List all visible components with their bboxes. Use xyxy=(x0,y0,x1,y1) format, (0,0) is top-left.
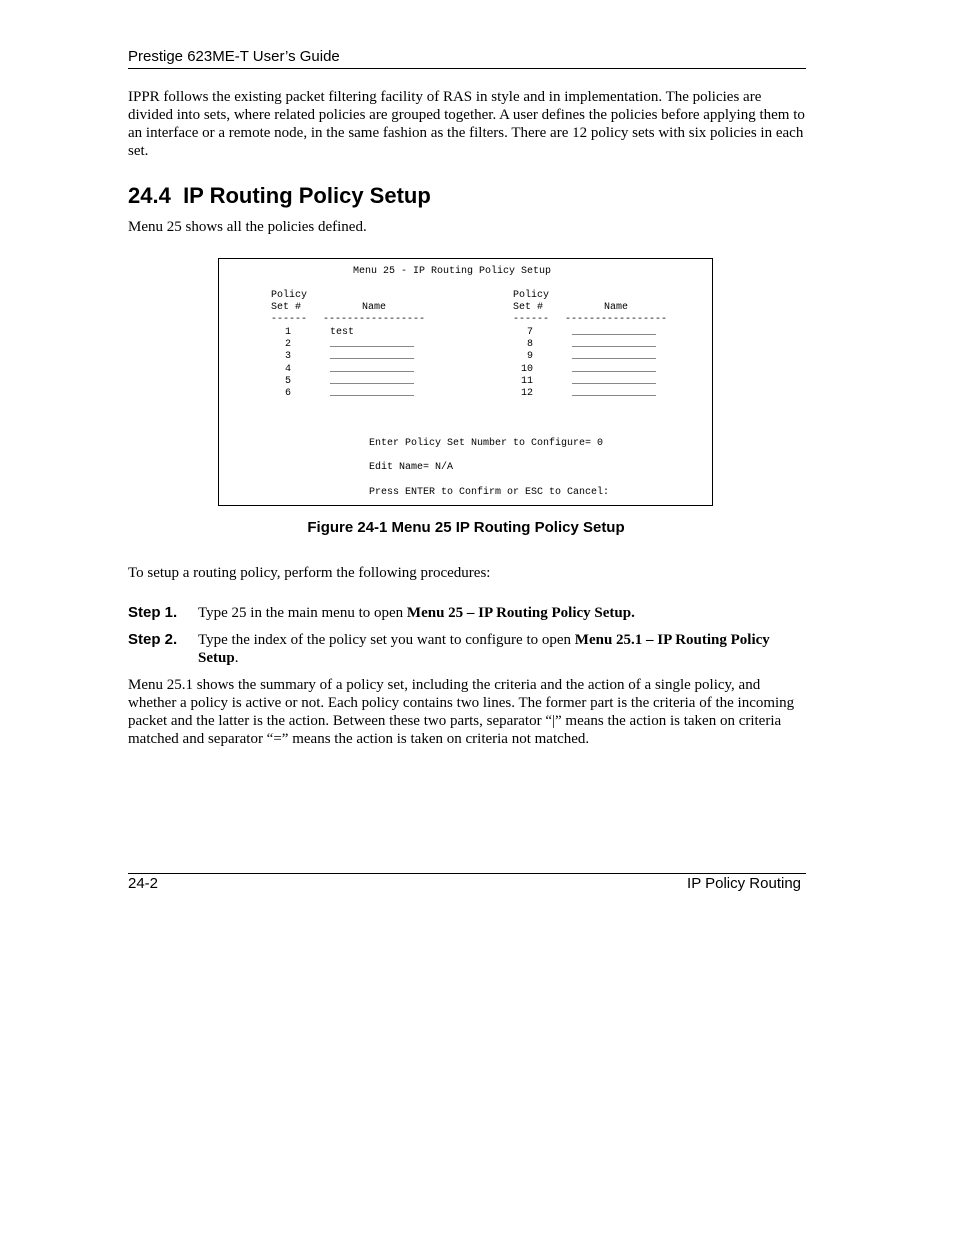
header-title: Prestige 623ME-T User’s Guide xyxy=(128,48,340,65)
right-row-number: 8 xyxy=(527,339,534,350)
right-row-number: 11 xyxy=(521,376,534,387)
left-row-blank-name: ______________ xyxy=(330,364,415,375)
footer-page-number: 24-2 xyxy=(128,875,159,892)
right-row-number: 7 xyxy=(527,327,534,338)
right-row-number: 12 xyxy=(521,388,534,399)
section-lead: Menu 25 shows all the policies defined. xyxy=(128,219,367,235)
left-row-number: 2 xyxy=(285,339,292,350)
left-header-name: Name xyxy=(362,302,387,313)
right-set-rule: ------ xyxy=(513,314,550,325)
left-row-blank-name: ______________ xyxy=(330,339,415,350)
right-row-number: 9 xyxy=(527,351,534,362)
section-number: 24.4 xyxy=(128,183,171,208)
left-header-policy: Policy xyxy=(271,290,308,301)
step-1-menu-ref: Menu 25 – IP Routing Policy Setup. xyxy=(406,605,635,621)
step-2-text xyxy=(198,631,808,667)
prompt-confirm: Press ENTER to Confirm or ESC to Cancel: xyxy=(369,487,610,498)
step-1-text-before: Type 25 in the main menu to open xyxy=(198,605,407,621)
right-header-name: Name xyxy=(604,302,629,313)
page-header xyxy=(128,47,806,69)
step-1-label: Step 1. xyxy=(128,604,178,621)
prompt-configure[interactable]: Enter Policy Set Number to Configure= 0 xyxy=(369,438,604,449)
left-row-name: test xyxy=(330,327,355,338)
prompt-edit-name[interactable]: Edit Name= N/A xyxy=(369,462,454,473)
step-1-text xyxy=(198,604,808,622)
left-row-number: 3 xyxy=(285,351,292,362)
left-set-rule: ------ xyxy=(271,314,308,325)
left-name-rule: ----------------- xyxy=(323,314,426,325)
left-row-number: 6 xyxy=(285,388,292,399)
left-row-blank-name: ______________ xyxy=(330,376,415,387)
step-2-menu-ref: Menu 25.1 – IP Routing Policy Setup xyxy=(198,632,770,666)
left-row-blank-name: ______________ xyxy=(330,351,415,362)
menu-25-screen xyxy=(218,258,713,506)
left-row-blank-name: ______________ xyxy=(330,388,415,399)
right-row-blank-name: ______________ xyxy=(572,376,657,387)
right-header-set: Set # xyxy=(513,302,544,313)
right-header-policy: Policy xyxy=(513,290,550,301)
footer-chapter: IP Policy Routing xyxy=(687,875,801,892)
left-header-set: Set # xyxy=(271,302,302,313)
intro-paragraph: IPPR follows the existing packet filtering facility of RAS in style and in implementation. The policies are divided into sets, where related policies are grouped together. A user defines the policies before applying them to an interface or a remote node, in the same fashion as the filters. There are 12 policy sets with six policies in each set. xyxy=(128,89,805,159)
right-row-blank-name: ______________ xyxy=(572,364,657,375)
menu-title: Menu 25 - IP Routing Policy Setup xyxy=(353,266,552,277)
left-row-number: 4 xyxy=(285,364,292,375)
right-row-blank-name: ______________ xyxy=(572,339,657,350)
section-title: IP Routing Policy Setup xyxy=(183,183,431,208)
page-footer xyxy=(128,873,806,892)
left-row-number: 1 xyxy=(285,327,292,338)
right-row-number: 10 xyxy=(521,364,534,375)
right-row-blank-name: ______________ xyxy=(572,388,657,399)
right-row-blank-name: ______________ xyxy=(572,351,657,362)
section-heading xyxy=(128,182,431,210)
right-name-rule: ----------------- xyxy=(565,314,668,325)
figure-caption: Figure 24-1 Menu 25 IP Routing Policy Setup xyxy=(307,519,625,536)
step-2-text-before: Type the index of the policy set you want to configure to open xyxy=(198,632,575,648)
summary-paragraph: Menu 25.1 shows the summary of a policy set, including the criteria and the action of a single policy, and whether a policy is active or not. Each policy contains two lines. The former part is the criteria of the incoming packet and the latter is the action. Between these two parts, separator “|” means the action is taken on criteria matched and separator “=” means the action is taken on criteria not matched. xyxy=(128,677,795,747)
right-row-blank-name: ______________ xyxy=(572,327,657,338)
procedure-intro: To setup a routing policy, perform the following procedures: xyxy=(128,565,491,581)
left-row-number: 5 xyxy=(285,376,292,387)
step-2-label: Step 2. xyxy=(128,631,178,648)
step-2-text-after: . xyxy=(234,650,239,666)
